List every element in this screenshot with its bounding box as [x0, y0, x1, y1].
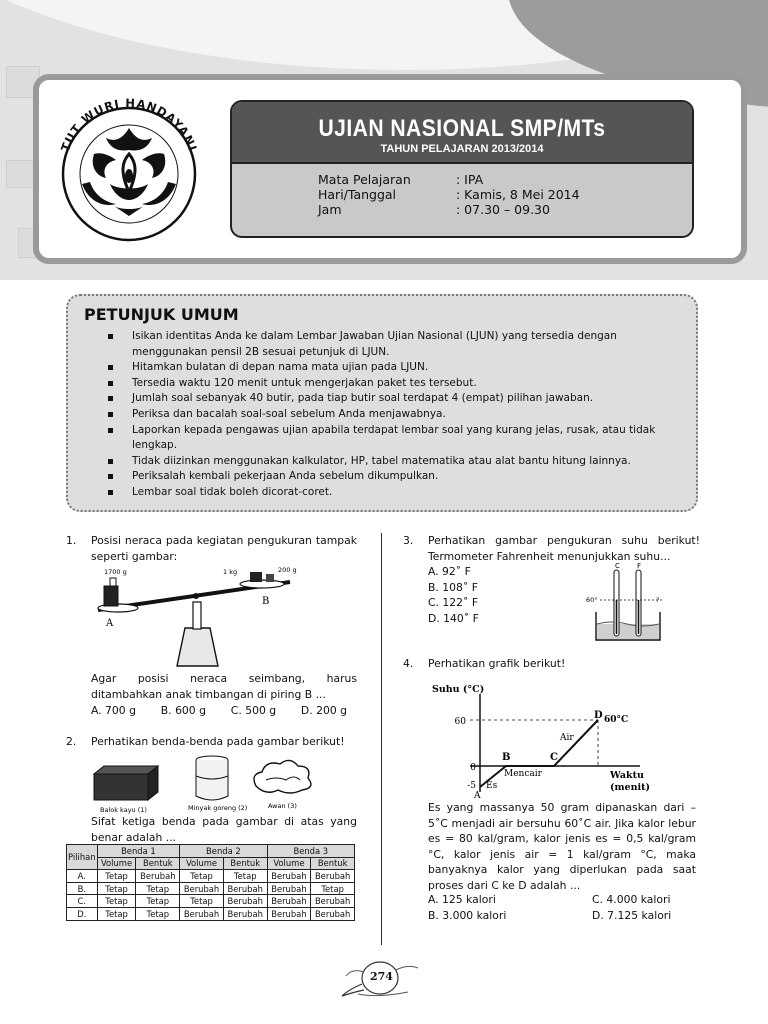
option[interactable]: B. 108˚ F	[428, 580, 478, 594]
celsius-label: C	[615, 562, 620, 570]
table-header: Benda 1	[97, 845, 180, 858]
tick-0: 0	[470, 763, 476, 773]
instruction-item: Laporkan kepada pengawas ujian apabila terdapat lembar soal yang kurang jelas, rusak, atau tidak lengkap.	[108, 423, 668, 454]
table-cell: Tetap	[136, 882, 180, 895]
right-mass2-label: 200 g	[278, 566, 297, 574]
table-subheader: Bentuk	[136, 857, 180, 870]
table-cell: Tetap	[180, 895, 224, 908]
instruction-item: Tidak diizinkan menggunakan kalkulator, HP, tabel matematika atau alat bantu hitung lainnya.	[108, 454, 668, 470]
table-cell: Berubah	[136, 870, 180, 883]
instruction-item: Periksa dan bacalah soal-soal sebelum Anda menjawabnya.	[108, 407, 668, 423]
tick-minus-5: -5	[467, 781, 476, 791]
point-a: A	[474, 791, 481, 800]
option[interactable]: C. 500 g	[230, 704, 277, 717]
table-subheader: Bentuk	[311, 857, 355, 870]
table-cell: Berubah	[180, 882, 224, 895]
balance-scale-figure	[90, 562, 330, 670]
table-cell: Tetap	[97, 895, 136, 908]
option[interactable]: B. 600 g	[160, 704, 206, 717]
instruction-item: Jumlah soal sebanyak 40 butir, pada tiap butir soal terdapat 4 (empat) pilihan jawaban.	[108, 391, 668, 407]
option[interactable]: A. 92˚ F	[428, 565, 471, 578]
thermometer-figure	[582, 560, 672, 644]
objects-figure	[90, 752, 320, 816]
table-cell: Berubah	[223, 895, 267, 908]
table-row	[67, 882, 355, 895]
question-text: Perhatikan grafik berikut!	[428, 657, 566, 670]
table-cell: Tetap	[311, 882, 355, 895]
instructions-title: PETUNJUK UMUM	[84, 305, 239, 324]
table-cell: Tetap	[136, 907, 180, 920]
pan-a-label: A	[106, 618, 114, 629]
melting-label: Mencair	[504, 769, 542, 779]
info-value: : IPA	[456, 172, 484, 187]
table-cell: Berubah	[223, 907, 267, 920]
y-axis-label: Suhu (°C)	[432, 684, 485, 695]
table-cell: Tetap	[97, 870, 136, 883]
ice-label: Es	[486, 781, 498, 791]
object-3-caption: Awan (3)	[268, 802, 297, 810]
water-label: Air	[560, 733, 574, 743]
instruction-item: Isikan identitas Anda ke dalam Lembar Jawaban Ujian Nasional (LJUN) yang tersedia dengan menggunakan pensil 2B sesuai petunjuk di LJUN.	[108, 329, 668, 360]
option-row	[428, 892, 696, 908]
question-text: Perhatikan benda-benda pada gambar berikut!	[91, 735, 345, 748]
table-cell: Berubah	[267, 870, 311, 883]
info-label: Jam	[318, 202, 342, 217]
exam-title-box	[230, 100, 694, 238]
table-header: Pilihan	[67, 845, 98, 870]
option[interactable]: C. 122˚ F	[428, 596, 479, 609]
question-4-stem: Es yang massanya 50 gram dipanaskan dari –5˚C menjadi air bersuhu 60˚C air. Jika kalor lebur es = 80 kal/gram, kalor jenis es = 0,5 kal/gram °C, kalor jenis air = 1 kal/gram °C, maka banyaknya kalor yang diperlukan pada saat proses dari C ke D adalah ...	[428, 801, 696, 892]
exam-title: UJIAN NASIONAL SMP/MTs	[318, 115, 606, 142]
option[interactable]: D. 7.125 kalori	[592, 908, 672, 922]
table-header: Benda 3	[267, 845, 354, 858]
info-label: Hari/Tanggal	[318, 187, 397, 202]
right-mass-label: 1 kg	[223, 568, 238, 576]
table-cell: Berubah	[311, 870, 355, 883]
table-cell: Tetap	[223, 870, 267, 883]
info-row	[318, 187, 580, 202]
table-cell: Tetap	[136, 895, 180, 908]
instruction-item: Tersedia waktu 120 menit untuk mengerjakan paket tes tersebut.	[108, 376, 668, 392]
title-bar	[232, 102, 692, 164]
table-cell: Tetap	[97, 882, 136, 895]
properties-table	[66, 844, 355, 921]
question-3-options	[428, 564, 548, 626]
table-cell: D.	[67, 907, 98, 920]
table-subheader: Volume	[267, 857, 311, 870]
pan-b-label: B	[262, 596, 270, 607]
x-axis-unit: (menit)	[610, 782, 650, 793]
option[interactable]: B. 3.000 kalori	[428, 908, 507, 922]
table-cell: Tetap	[180, 870, 224, 883]
page-number: 274	[370, 970, 393, 983]
table-subheader: Bentuk	[223, 857, 267, 870]
celsius-reading: 60°	[586, 596, 598, 604]
svg-text:TUT WURI HANDAYANI: TUT WURI HANDAYANI	[58, 95, 200, 154]
point-b: B	[502, 752, 511, 763]
tut-wuri-handayani-logo	[44, 92, 214, 242]
instructions-box	[66, 294, 698, 512]
decor-square	[6, 160, 34, 188]
heating-graph	[430, 680, 655, 800]
table-row	[67, 870, 355, 883]
table-row	[67, 907, 355, 920]
table-cell: Tetap	[97, 907, 136, 920]
table-cell: Berubah	[223, 882, 267, 895]
table-cell: Berubah	[267, 907, 311, 920]
column-divider	[381, 533, 382, 945]
instruction-item: Lembar soal tidak boleh dicorat-coret.	[108, 485, 668, 501]
table-cell: Berubah	[180, 907, 224, 920]
table-cell: Berubah	[311, 895, 355, 908]
table-cell: Berubah	[267, 882, 311, 895]
fahrenheit-label: F	[637, 562, 642, 570]
unknown-reading: ?	[656, 596, 660, 604]
object-1-caption: Balok kayu (1)	[100, 806, 147, 814]
table-subheader: Volume	[97, 857, 136, 870]
info-value: : Kamis, 8 Mei 2014	[456, 187, 580, 202]
table-cell: Berubah	[311, 907, 355, 920]
question-text: Posisi neraca pada kegiatan pengukuran tampak seperti gambar:	[91, 534, 357, 563]
option[interactable]: A. 125 kalori	[428, 893, 496, 906]
exam-info	[318, 172, 580, 217]
table-subheader: Volume	[180, 857, 224, 870]
point-d: D	[594, 710, 603, 721]
option-row	[428, 908, 696, 924]
option[interactable]: D. 200 g	[300, 704, 347, 717]
question-number: 2.	[66, 735, 77, 748]
point-c: C	[550, 752, 558, 763]
question-1-options	[91, 703, 347, 719]
table-cell: C.	[67, 895, 98, 908]
question-1-stem: Agar posisi neraca seimbang, harus ditambahkan anak timbangan di piring B ...	[91, 672, 357, 701]
table-cell: A.	[67, 870, 98, 883]
question-4-options	[428, 892, 696, 923]
tick-60: 60	[454, 717, 466, 727]
info-row	[318, 172, 580, 187]
table-cell: B.	[67, 882, 98, 895]
table-row	[67, 895, 355, 908]
object-2-caption: Minyak goreng (2)	[188, 804, 248, 812]
question-number: 3.	[403, 534, 414, 547]
option[interactable]: C. 4.000 kalori	[592, 893, 671, 906]
d-temp-label: 60°C	[604, 715, 629, 725]
instruction-item: Periksalah kembali pekerjaan Anda sebelum dikumpulkan.	[108, 469, 668, 485]
info-row	[318, 202, 580, 217]
table-header: Benda 2	[180, 845, 267, 858]
left-mass-label: 1700 g	[104, 568, 127, 576]
option[interactable]: D. 140˚ F	[428, 611, 479, 625]
question-number: 4.	[403, 657, 414, 670]
table-cell: Berubah	[267, 895, 311, 908]
question-2-stem: Sifat ketiga benda pada gambar di atas yang benar adalah ...	[91, 815, 357, 844]
option[interactable]: A. 700 g	[91, 704, 136, 717]
x-axis-label: Waktu	[610, 770, 644, 781]
instructions-list	[108, 329, 668, 501]
exam-subtitle: TAHUN PELAJARAN 2013/2014	[380, 143, 544, 155]
instruction-item: Hitamkan bulatan di depan nama mata ujian pada LJUN.	[108, 360, 668, 376]
info-value: : 07.30 – 09.30	[456, 202, 550, 217]
info-label: Mata Pelajaran	[318, 172, 411, 187]
question-number: 1.	[66, 534, 77, 547]
question-text: Perhatikan gambar pengukuran suhu berikut! Termometer Fahrenheit menunjukkan suhu...	[428, 534, 700, 563]
